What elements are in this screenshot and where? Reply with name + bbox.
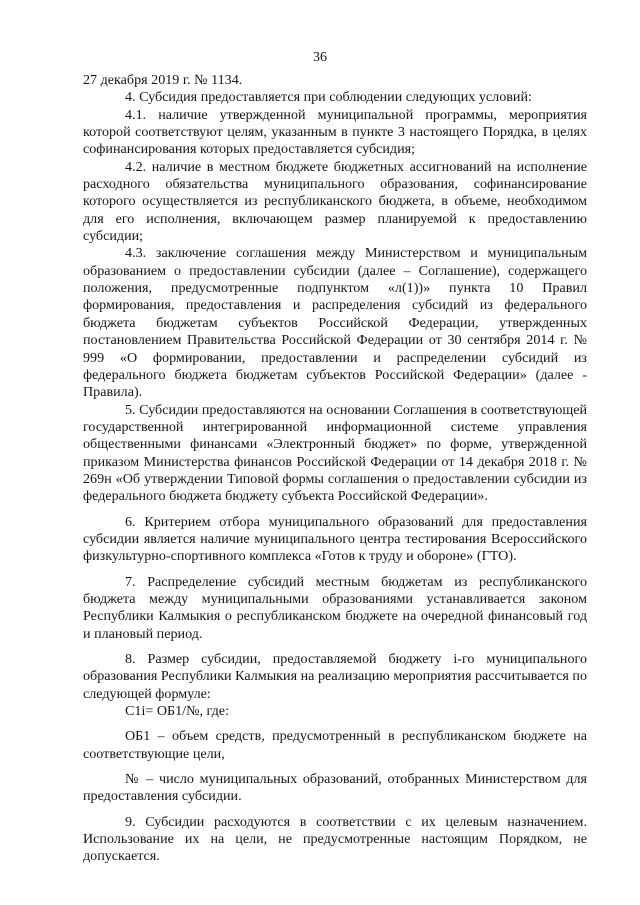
page-number: 36 [313,50,327,65]
paragraph-item-4-2: 4.2. наличие в местном бюджете бюджетных ассигнований на исполнение расходного обязательства муниципального образования, софинансирование которого осуществляется из республиканского бюджета, в объеме, необходимом для его исполнения, включающем размер планируемой к предоставлению субсидии; [83,158,587,245]
paragraph-item-4: 4. Субсидия предоставляется при соблюдении следующих условий: [125,89,532,106]
formula-line: C1i= ОБ1/№, где: [125,703,229,720]
paragraph-item-5: 5. Субсидии предоставляются на основании Соглашения в соответствующей государственной интегрированной информационной системе управления общественными финансами «Электронный бюджет» по форме, утвержденной приказом Министерства финансов Российской Федерации от 14 декабря 2018 г. № 269н «Об утверждении Типовой формы соглашения о предоставлении субсидии из федерального бюджета бюджету субъекта Российской Федерации». [83,401,587,505]
paragraph-item-8: 8. Размер субсидии, предоставляемой бюджету i-го муниципального образования Республики Калмыкия на реализацию мероприятия рассчитывается по следующей формуле: [83,651,587,702]
paragraph-item-7: 7. Распределение субсидий местным бюджетам из республиканского бюджета между муниципальными образованиями устанавливается законом Республики Калмыкия о республиканском бюджете на очередной финансовый год и плановый период. [83,573,587,642]
document-body [83,72,587,866]
paragraph-continuation: 27 декабря 2019 г. № 1134. [83,72,243,88]
paragraph-item-4-3: 4.3. заключение соглашения между Министерством и муниципальным образованием о предоставлении субсидии (далее – Соглашение), содержащего положения, предусмотренные подпунктом «л(1))» пункта 10 Правил формирования, предоставления и распределения субсидий из федерального бюджета бюджетам субъектов Российской Федерации, утвержденных постановлением Правительства Российской Федерации от 30 сентября 2014 г. № 999 «О формировании, предоставлении и распределении субсидий из федерального бюджета бюджетам субъектов Российской Федерации» (далее - Правила). [83,245,587,401]
formula-definition-number: № – число муниципальных образований, отобранных Министерством для предоставления субсидии. [83,771,587,805]
formula-definition-ob1: ОБ1 – объем средств, предусмотренный в республиканском бюджете на соответствующие цели, [83,728,587,762]
paragraph-item-4-1: 4.1. наличие утвержденной муниципальной программы, мероприятия которой соответствуют целям, указанным в пункте 3 настоящего Порядка, в целях софинансирования которых предоставляется субсидия; [83,106,587,158]
paragraph-item-9: 9. Субсидии расходуются в соответствии с их целевым назначением. Использование их на цели, не предусмотренные настоящим Порядком, не допускается. [83,813,587,865]
paragraph-item-6: 6. Критерием отбора муниципального образований для предоставления субсидии является наличие муниципального центра тестирования Всероссийского физкультурно-спортивного комплекса «Готов к труду и обороне» (ГТО). [83,513,587,565]
